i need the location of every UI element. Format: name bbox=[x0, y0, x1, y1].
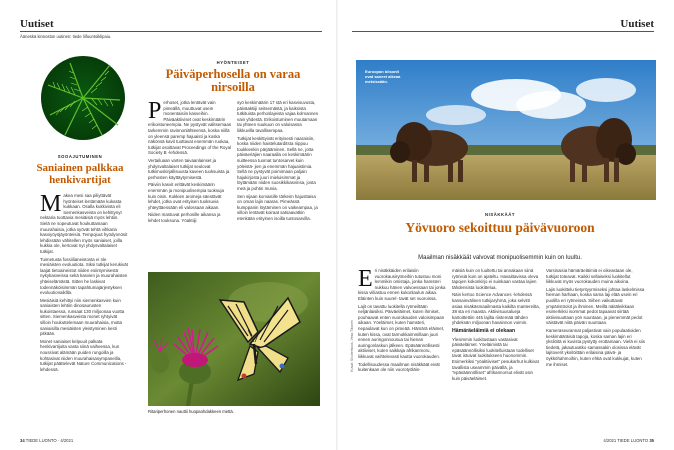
article3-paragraph-4: mäisiä kuin on luultettu tai annakaan siinä rytmisiä kuin on ajateltu. Havaittavissa oleva tapojen kokonkirjo ei suinkaan vastaa lajien tähdensista luokittelua. bbox=[452, 268, 539, 290]
right-folio-text: 4/2021 TIEDE LUONTO bbox=[603, 438, 649, 443]
article2-paragraph-1: erhoset, jotka lentävät vain pimeällä, muuttuvat usein monentaisiin kasveihin. Päiväaktiiviset ovat keskimäärin erikoistuneempia. Ne pystyvät valitsemaan tarkemmin ravinnonlähteensä, koska niillä on yleensä paremp hajuaisti ja koska näkönsä kavit tuottavat enemmän ruokaa, tutkijat osoittavat Proceedings of the Royal Society B -lehdessä. bbox=[148, 100, 232, 156]
left-folio bbox=[20, 438, 73, 443]
article3-paragraph-5: Näin kertoo Science Advances -lehdessä kansainvälinen tutkijaryhmä, joka selvitti asiaa nisäkäsmaailmasta kaikilta mantereilta, 38 sta eri maasta. Aktiivisuusalueja kartoittettiin 445 lajilta riistemää tähden yhdeksän miljoonan havainnon voimin. bbox=[452, 292, 540, 326]
butterfly-caption: Ritariperhonen nauttii huopaohdakkeen mettä. bbox=[148, 409, 234, 414]
article2-kicker: HYÖNTEISET bbox=[216, 60, 250, 65]
butterfly-image bbox=[148, 272, 320, 406]
article3-title: Yövuoro sekoittuu päivävuoroon bbox=[405, 220, 595, 235]
article2-title: Päiväperhosella on varaa nirsoilla bbox=[165, 67, 301, 95]
article3-dropcap: E bbox=[358, 268, 373, 292]
article3-col2 bbox=[452, 268, 540, 418]
article2-paragraph-4: Niiden mastuvat perhosille aikansa ja lehdet touksuna. Yöaktiiji bbox=[148, 212, 221, 223]
article3-paragraph-8: Lajin luokittelu tietyntyyrmiseksi johtaa laskelmissa hieman harhaan, koska sama laji elää usein eri puolilla eri rytmeissä. Siihen vaikuttavat ympäristöolot ja ihminen. Meillä näitäleikkaan esimerkiksi isommat pedot tapaavat siirtää aktiivisuuttaan yön suuntaan, ja pienemmät pedot väistävät niitä päivän suuntaan. bbox=[546, 286, 645, 326]
right-page-number: 35 bbox=[649, 438, 654, 443]
bison-caption: Euroopan biisonit ovat saneet alkeaa metsissään. bbox=[365, 69, 401, 84]
fern-image bbox=[40, 55, 126, 141]
left-section-header: Uutiset bbox=[20, 18, 54, 30]
article2-paragraph-3: Päiviin kasvit erittävät keskimäärin enemmän ja monipuolisempia tuoksuja kuin öisin. Kukkien aromeja säestävät lehdet, jotka ovat erityisen tuoksuvia yhteyttäessään eli valossaan aikaan. bbox=[148, 182, 224, 210]
article3-paragraph-7: Varsinaisia hämäräeläimiä ei oikeastaan ole, tutkijat toteavat. Kaikki sellaiseksi luokitellut liikkuvat myös vuorokauden muina aikoina. bbox=[546, 268, 633, 285]
article3-subtitle: Maailman nisäkkäät valvovat monipuolisemmin kuin on luultu. bbox=[418, 255, 582, 261]
page-gutter bbox=[336, 0, 338, 450]
left-page-number: 34 bbox=[20, 438, 25, 443]
article1-paragraph-4: Monet saniaiset kelpuuit palkata henkivartijoita vasta siinä vaiheessa, kun noussivat alämään puiden rungoilla ja kohtasivat niiden muurahaisasympaneilla, tutkijat päättelevät Nature Communications -lehdessä. bbox=[40, 338, 127, 372]
article3-col1 bbox=[358, 268, 446, 418]
article1-body bbox=[40, 193, 128, 423]
article2-col1 bbox=[148, 100, 232, 268]
article2-paragraph-5: syö keskimäärin 17 stä eri kasvisuvusta, päiväaktiiji seitsemästä, ja kaiksista tutkituista perhoslajeista vajaa kolmannes vain yhdestä. Erikoistuminen muutamaan tai yhteen suukuun on valoisassa liikkuvilla tavallisempaa. bbox=[237, 100, 319, 133]
article1-title: Saniainen palkkaa henkivartijat bbox=[36, 162, 124, 186]
article1-dropcap: M bbox=[40, 193, 62, 217]
left-folio-text: TIEDE LUONTO · 4/2021 bbox=[25, 438, 74, 443]
article3-paragraph-2: Lajit on tavattu luokitella rytmeiltään neljänlaisiksi. Päiväeläimet, kuten ihmiset, pouhaavat enten vuorokauden valoisimpaan aikaan. Yöeläimet, kuten hamsteri, nepaulavat kun on pimeää. Hämärä eläimet, kuten kissa, ovat tarmokkaimmillaan juuri ennen auringonnousua tai hienan auringonlaskun jälkeen. Epäsäännöllisesti aktiiviset, kuten saikkaja afrikanmoru, liikkuvat vaihtelevasti kautta vuorokauden. bbox=[358, 303, 445, 359]
article3-paragraph-1: ri nisäkkäiden erilaisiin vuorokausirytmeihin tutustuu moni lemmikin omistaja, jonka hamsteri nukkuu hänen valvoessaan tai jonka kissa viiliastuu ennen kukonlaulun aikaa. Eläinten kuin suurel- tavät set vuoroissa. bbox=[358, 268, 446, 301]
article3-paragraph-3: Todellisuudessa maailman nisäkkäät eivät kuitenkaan ole niin vuorotyöläis- bbox=[358, 361, 440, 373]
article1-kicker: SOOAJUTUMINEN bbox=[57, 154, 103, 159]
right-header-rule bbox=[352, 31, 654, 32]
article2-paragraph-2: Vertailuaan varten taivaanlainset ja yhdysvaltalaiset tutkijat seulovat tutkimuskirjallisuusta kaveen tuoksuista ja perhosten käyttäytymisestä. bbox=[148, 157, 230, 180]
article2-col2 bbox=[237, 100, 319, 268]
article2-dropcap: P bbox=[148, 100, 162, 124]
article1-paragraph-1: akea mesi saa piliyttävät hyönteiset lentämään kukasta kukkaan. Osalla kukkivista eli siemenkasveista on kehittynyt nektaria tuottavia mesiäisiä myös lehtiin. Sielä ne sopeutuvat houkuttamaan muurahaisia, jotka syövät tehtä vihkaria kasviyöyöjäyönteisiä. Tempojuut hyödynnösit lehdissään vähitellen myös saniaiset, joilla kukkia ole, kertovat nyt yhdysvaltalaiset tutkijat. bbox=[40, 193, 128, 254]
article2-paragraph-7: Sen sijaan korvaisille tärkeim hajusttaisa on oman lajin naaras. Pimeässä kumppanin löytäminen on vaikeampaa, ja silloin lentävät koiraat satsaavatkin etenkään erityinen isoilla tuntosarvilla. bbox=[237, 193, 318, 221]
article3-kicker: NISÄKKÄÄT bbox=[484, 212, 516, 217]
right-section-header: Uutiset bbox=[620, 18, 654, 30]
photo-credit: Kuvat: Shutterstock, Vesa Tiitonen bbox=[350, 320, 354, 372]
left-header-rule bbox=[20, 31, 322, 32]
article3-paragraph-9: Kameraseurannat paljastivat vain populaatioiden keskimääräisiä tapoja, koska saman lajin eri yksilöitä ei kuvista pystytty erottamaan. Vielä ei siis tiedetä, jakautuvatko samassakin olosissa elävät lajitoverit yksilöittäin erilaisina päivä- ja öykköhahmoihin, kuten ehkä ovat kukkujat, kuten me ihmiset. bbox=[546, 327, 645, 367]
article3-subheading: Hämäräeläimiä ei olekaan bbox=[452, 327, 516, 334]
right-folio bbox=[603, 438, 654, 443]
article1-paragraph-2: Tuimetusta fossiilianeistosta ei nle mesiäisten evoluutiota. Siksi tutkijat kerukivät laajat tietoaineistot niiden esiintymisestä nykykasveissa sekä kasvien ja muurahaisten yhteiselämästä. Sitten he laskivat todennäköisimmän tapahtumajärjestyksen evoluutionaikllla. bbox=[40, 256, 128, 296]
article1-paragraph-3: Mesiäisiä kehittyi niin siemenkasvien kuin saniaisten lehtiin dinosaurusten kukoistaessa, runsaat 130 miljoonaa vuotta sitten. Siemenkasveista monet ryhtyivät silloin houkuttelemaan muurahaisia, mutta saniaisilla mesiäisten yleistyminen kesti pitkään. bbox=[40, 297, 125, 337]
article2-paragraph-6: Tutkijat keskittyivät erityisesti naaraisiin, koska niiden haistelutarditsta riippuu toukkienkin pärjääminen. Sellä ne, jotta päiväeriäjien naaraalla on keskimäärin suitteessa tuomat tuntosarvet kuin yöleistä- jien ja enemmän hajuaistimia. Sellä ne pystyvät poimimaan paljain hajukirjosta juuri mieluisimmat ja löytämään niiden suosikkikasvinsa, josta meä ja pohtin munia. bbox=[237, 135, 316, 191]
article3-col3 bbox=[546, 268, 646, 418]
article3-paragraph-6: Ylesimmin luokitustaan vastasivat päiväeläimet. Yöeläimistä tai epäsäännöllisiksi luokitelluistaan todelliset tavat istuivat luokitukseen huonommin. Esimerkiksi "yöaktiiviset" pesukarhut kulkivat tavallista useammin päivällä, ja "epäsäännölliset" afrikannorsut elivät osin kuin päiväeläimet. bbox=[452, 336, 539, 381]
left-intro-line: Ääneskä kinnoston uutinen: tiede liifuuntoiklipaiu. bbox=[20, 34, 112, 39]
